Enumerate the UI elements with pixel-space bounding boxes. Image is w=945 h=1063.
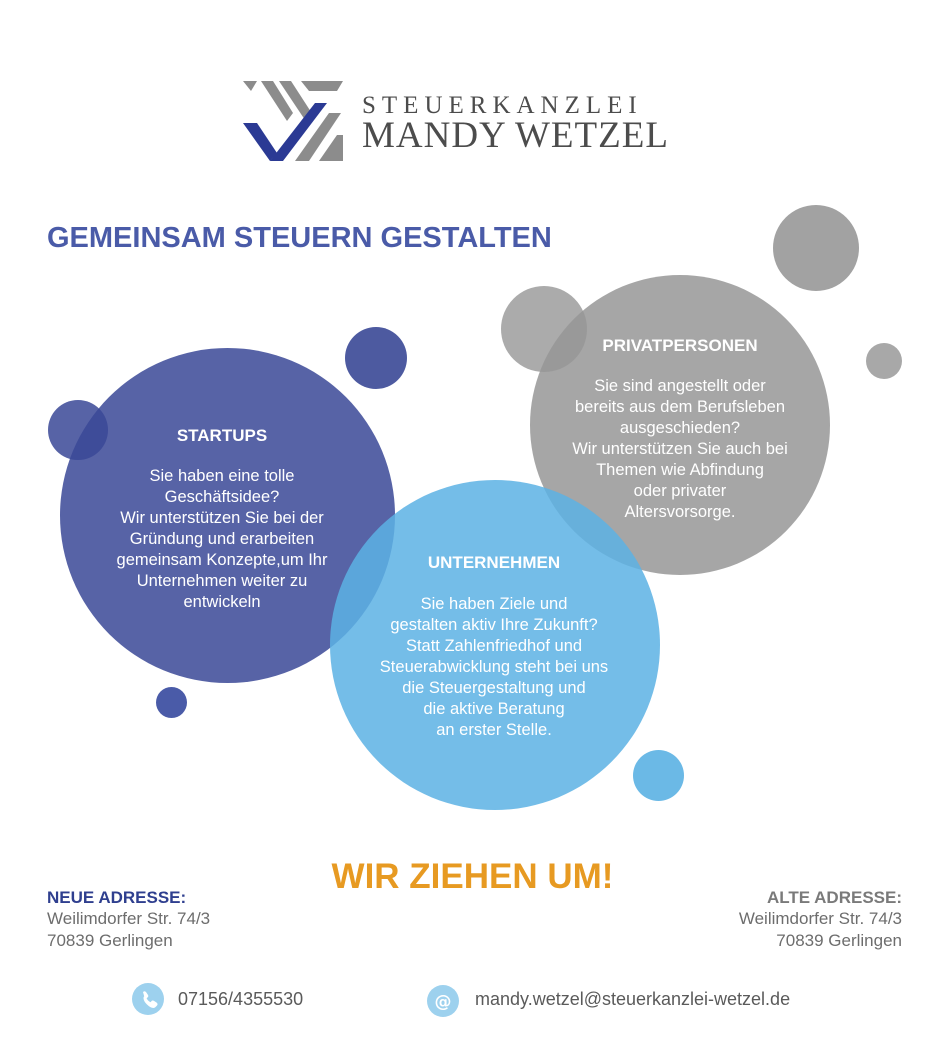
unternehmen-line: Steuerabwicklung steht bei uns [379,658,609,676]
brand-name: MANDY WETZEL [362,115,669,156]
privat-line: Altersvorsorge. [624,503,736,521]
new-address-city: 70839 Gerlingen [47,931,173,950]
svg-text:@: @ [434,992,452,1012]
old-address-block [739,888,902,952]
startups-line: Sie haben eine tolle [149,467,295,485]
startups-text [82,466,362,613]
brand-line-1: STEUERKANZLEI [362,92,643,119]
moving-announcement: WIR ZIEHEN UM! [331,857,614,896]
at-icon [427,985,459,1017]
unternehmen-line: gestalten aktiv Ihre Zukunft? [390,616,598,634]
deco-circle-gray-overlap [501,286,587,372]
new-address-street: Weilimdorfer Str. 74/3 [47,909,211,928]
deco-circle-gray-small [866,343,902,379]
privat-line: Sie sind angestellt oder [594,377,766,395]
unternehmen-line: Sie haben Ziele und [420,595,568,613]
startups-line: entwickeln [183,593,261,611]
startups-line: Wir unterstützen Sie bei der [120,509,324,527]
privat-text [540,376,820,523]
unternehmen-line: Statt Zahlenfriedhof und [405,637,583,655]
privat-line: Wir unterstützen Sie auch bei [572,440,788,458]
deco-circle-navy-small [156,687,187,718]
deco-circle-navy-left [48,400,108,460]
deco-circle-lightblue-small [633,750,684,801]
unternehmen-line: an erster Stelle. [436,721,552,739]
page-headline: GEMEINSAM STEUERN GESTALTEN [47,222,552,254]
email-address[interactable]: mandy.wetzel@steuerkanzlei-wetzel.de [475,989,791,1009]
old-address-street: Weilimdorfer Str. 74/3 [738,909,902,928]
deco-circle-navy-top [345,327,407,389]
privat-line: oder privater [633,482,727,500]
privat-line: bereits aus dem Berufsleben [574,398,786,416]
old-address-label: ALTE ADRESSE: [766,888,902,907]
phone-number[interactable]: 07156/4355530 [178,989,304,1009]
startups-line: Geschäftsidee? [164,488,280,506]
unternehmen-line: die aktive Beratung [423,700,565,718]
logo-mark [243,73,343,163]
new-address-label: NEUE ADRESSE: [47,888,187,907]
startups-line: Unternehmen weiter zu [136,572,308,590]
startups-line: gemeinsam Konzepte,um Ihr [116,551,328,569]
startups-line: Gründung und erarbeiten [129,530,315,548]
startups-title: STARTUPS [176,426,268,445]
deco-circle-gray-large [773,205,859,291]
unternehmen-line: die Steuergestaltung und [402,679,586,697]
privat-title: PRIVATPERSONEN [602,336,758,355]
new-address-block [47,888,210,952]
old-address-city: 70839 Gerlingen [776,931,902,950]
phone-icon [132,983,164,1015]
unternehmen-text [339,594,649,741]
privat-line: Themen wie Abfindung [596,461,764,479]
unternehmen-title: UNTERNEHMEN [427,553,561,572]
privat-line: ausgeschieden? [619,419,741,437]
